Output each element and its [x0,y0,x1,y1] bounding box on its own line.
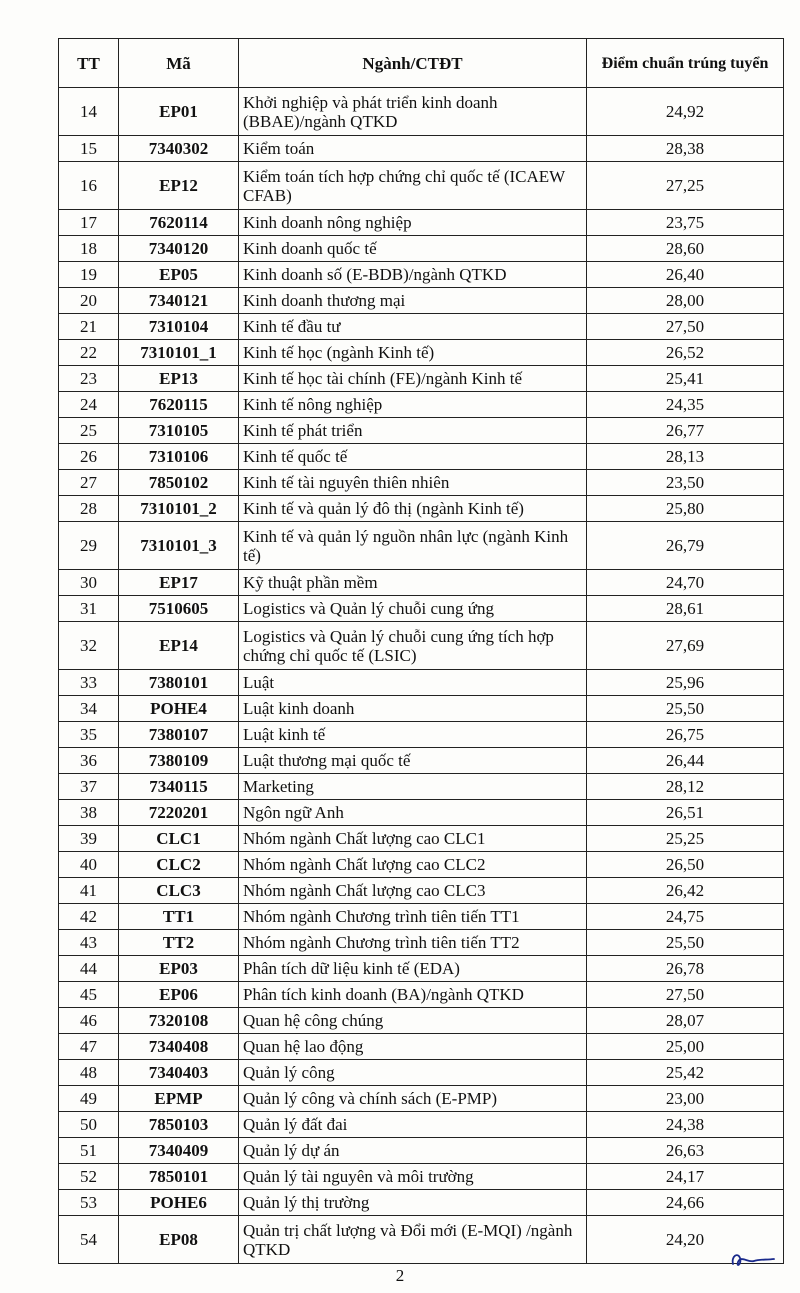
table-row [59,1190,784,1216]
table-row [59,696,784,722]
row-tt: 30 [59,570,119,596]
row-ma: EP12 [119,162,239,210]
row-diem: 27,50 [587,982,784,1008]
row-diem: 26,52 [587,340,784,366]
row-ma: 7850103 [119,1112,239,1138]
row-diem: 27,69 [587,622,784,670]
table-row [59,930,784,956]
row-diem: 26,77 [587,418,784,444]
row-nganh: Nhóm ngành Chương trình tiên tiến TT1 [239,904,587,930]
row-nganh: Marketing [239,774,587,800]
table-row [59,622,784,670]
row-tt: 39 [59,826,119,852]
header-nganh: Ngành/CTĐT [239,39,587,88]
row-tt: 36 [59,748,119,774]
row-tt: 25 [59,418,119,444]
row-tt: 38 [59,800,119,826]
signature-icon [728,1238,778,1272]
row-tt: 53 [59,1190,119,1216]
row-nganh: Kinh tế quốc tế [239,444,587,470]
row-nganh: Quản lý dự án [239,1138,587,1164]
row-tt: 50 [59,1112,119,1138]
row-ma: EP03 [119,956,239,982]
row-nganh: Quản lý công [239,1060,587,1086]
table-row [59,570,784,596]
row-ma: CLC1 [119,826,239,852]
row-nganh: Kinh doanh thương mại [239,288,587,314]
row-nganh: Quan hệ lao động [239,1034,587,1060]
row-diem: 24,17 [587,1164,784,1190]
row-tt: 26 [59,444,119,470]
row-nganh: Kinh tế và quản lý đô thị (ngành Kinh tế) [239,496,587,522]
row-ma: 7310106 [119,444,239,470]
row-nganh: Kinh tế và quản lý nguồn nhân lực (ngành Kinh tế) [239,522,587,570]
row-nganh: Luật kinh tế [239,722,587,748]
row-diem: 23,75 [587,210,784,236]
row-diem: 25,50 [587,696,784,722]
table-row [59,748,784,774]
table-body [59,88,784,1264]
row-ma: 7310101_1 [119,340,239,366]
row-diem: 28,00 [587,288,784,314]
row-ma: 7340408 [119,1034,239,1060]
table-row [59,904,784,930]
row-nganh: Quan hệ công chúng [239,1008,587,1034]
row-nganh: Nhóm ngành Chất lượng cao CLC3 [239,878,587,904]
row-tt: 31 [59,596,119,622]
row-tt: 52 [59,1164,119,1190]
row-nganh: Quản lý thị trường [239,1190,587,1216]
row-tt: 42 [59,904,119,930]
row-tt: 14 [59,88,119,136]
page-number: 2 [395,1266,405,1285]
row-diem: 28,07 [587,1008,784,1034]
row-ma: 7340120 [119,236,239,262]
row-nganh: Nhóm ngành Chất lượng cao CLC2 [239,852,587,878]
row-nganh: Kinh tế học (ngành Kinh tế) [239,340,587,366]
row-ma: 7340115 [119,774,239,800]
row-tt: 44 [59,956,119,982]
table-row [59,1034,784,1060]
row-tt: 45 [59,982,119,1008]
row-tt: 43 [59,930,119,956]
row-nganh: Kinh doanh quốc tế [239,236,587,262]
row-diem: 24,66 [587,1190,784,1216]
row-tt: 33 [59,670,119,696]
row-ma: EP01 [119,88,239,136]
table-row [59,340,784,366]
row-nganh: Phân tích dữ liệu kinh tế (EDA) [239,956,587,982]
row-diem: 25,00 [587,1034,784,1060]
row-diem: 26,78 [587,956,784,982]
row-tt: 46 [59,1008,119,1034]
row-tt: 27 [59,470,119,496]
row-ma: EP05 [119,262,239,288]
row-diem: 28,61 [587,596,784,622]
table-row [59,522,784,570]
table-row [59,210,784,236]
row-ma: 7620115 [119,392,239,418]
row-diem: 24,75 [587,904,784,930]
row-tt: 34 [59,696,119,722]
row-ma: CLC2 [119,852,239,878]
table-row [59,1164,784,1190]
row-ma: EP17 [119,570,239,596]
header-tt: TT [59,39,119,88]
row-ma: POHE4 [119,696,239,722]
row-diem: 25,96 [587,670,784,696]
row-tt: 24 [59,392,119,418]
row-diem: 26,75 [587,722,784,748]
row-nganh: Phân tích kinh doanh (BA)/ngành QTKD [239,982,587,1008]
row-diem: 26,63 [587,1138,784,1164]
row-ma: 7850101 [119,1164,239,1190]
table-row [59,852,784,878]
row-nganh: Quản trị chất lượng và Đổi mới (E-MQI) /ngành QTKD [239,1216,587,1264]
row-diem: 28,60 [587,236,784,262]
row-tt: 16 [59,162,119,210]
table-row [59,288,784,314]
row-ma: EP13 [119,366,239,392]
row-diem: 28,12 [587,774,784,800]
row-diem: 27,50 [587,314,784,340]
row-nganh: Kinh tế đầu tư [239,314,587,340]
row-nganh: Quản lý tài nguyên và môi trường [239,1164,587,1190]
table-row [59,800,784,826]
table-row [59,496,784,522]
row-tt: 29 [59,522,119,570]
row-nganh: Quản lý đất đai [239,1112,587,1138]
row-ma: 7340121 [119,288,239,314]
row-nganh: Nhóm ngành Chương trình tiên tiến TT2 [239,930,587,956]
table-row [59,392,784,418]
row-tt: 28 [59,496,119,522]
row-nganh: Kiểm toán [239,136,587,162]
row-ma: EP08 [119,1216,239,1264]
table-row [59,162,784,210]
row-tt: 49 [59,1086,119,1112]
row-ma: 7310104 [119,314,239,340]
row-tt: 20 [59,288,119,314]
row-nganh: Logistics và Quản lý chuỗi cung ứng [239,596,587,622]
row-diem: 26,40 [587,262,784,288]
row-ma: 7340409 [119,1138,239,1164]
row-tt: 35 [59,722,119,748]
row-ma: 7310101_2 [119,496,239,522]
row-ma: CLC3 [119,878,239,904]
row-tt: 23 [59,366,119,392]
row-ma: POHE6 [119,1190,239,1216]
table-header-row [59,39,784,88]
table-row [59,236,784,262]
row-tt: 17 [59,210,119,236]
row-tt: 15 [59,136,119,162]
row-ma: 7310101_3 [119,522,239,570]
row-nganh: Luật [239,670,587,696]
table-row [59,418,784,444]
table-row [59,596,784,622]
row-diem: 23,50 [587,470,784,496]
row-nganh: Khởi nghiệp và phát triển kinh doanh (BBAE)/ngành QTKD [239,88,587,136]
row-diem: 27,25 [587,162,784,210]
row-nganh: Ngôn ngữ Anh [239,800,587,826]
row-nganh: Kinh tế phát triển [239,418,587,444]
row-ma: 7380101 [119,670,239,696]
row-nganh: Kinh tế học tài chính (FE)/ngành Kinh tế [239,366,587,392]
row-ma: EPMP [119,1086,239,1112]
row-tt: 22 [59,340,119,366]
row-diem: 25,41 [587,366,784,392]
row-diem: 23,00 [587,1086,784,1112]
table-row [59,1112,784,1138]
row-ma: TT2 [119,930,239,956]
row-nganh: Nhóm ngành Chất lượng cao CLC1 [239,826,587,852]
row-tt: 32 [59,622,119,670]
table-row [59,1216,784,1264]
table-row [59,314,784,340]
row-tt: 41 [59,878,119,904]
row-diem: 26,42 [587,878,784,904]
row-nganh: Kinh doanh số (E-BDB)/ngành QTKD [239,262,587,288]
row-diem: 25,50 [587,930,784,956]
row-tt: 40 [59,852,119,878]
row-nganh: Luật kinh doanh [239,696,587,722]
row-ma: 7620114 [119,210,239,236]
row-tt: 18 [59,236,119,262]
row-diem: 25,25 [587,826,784,852]
header-ma: Mã [119,39,239,88]
row-diem: 28,38 [587,136,784,162]
row-nganh: Kiểm toán tích hợp chứng chỉ quốc tế (ICAEW CFAB) [239,162,587,210]
row-diem: 28,13 [587,444,784,470]
row-nganh: Kỹ thuật phần mềm [239,570,587,596]
row-diem: 24,20 [587,1216,784,1264]
row-ma: 7510605 [119,596,239,622]
table-row [59,826,784,852]
row-tt: 37 [59,774,119,800]
row-ma: 7340403 [119,1060,239,1086]
admission-scores-table [58,38,784,1264]
table-row [59,722,784,748]
row-diem: 25,42 [587,1060,784,1086]
table-row [59,1086,784,1112]
row-tt: 51 [59,1138,119,1164]
row-ma: 7320108 [119,1008,239,1034]
row-tt: 54 [59,1216,119,1264]
table-row [59,88,784,136]
row-nganh: Quản lý công và chính sách (E-PMP) [239,1086,587,1112]
row-nganh: Kinh tế nông nghiệp [239,392,587,418]
row-diem: 26,79 [587,522,784,570]
table-row [59,1008,784,1034]
row-ma: TT1 [119,904,239,930]
row-diem: 24,70 [587,570,784,596]
row-tt: 47 [59,1034,119,1060]
row-nganh: Luật thương mại quốc tế [239,748,587,774]
row-diem: 25,80 [587,496,784,522]
row-diem: 26,44 [587,748,784,774]
row-tt: 19 [59,262,119,288]
table-row [59,470,784,496]
row-ma: 7380107 [119,722,239,748]
table-row [59,774,784,800]
table-row [59,878,784,904]
header-diem-chuan: Điểm chuẩn trúng tuyển [587,39,784,88]
row-diem: 24,38 [587,1112,784,1138]
row-ma: 7220201 [119,800,239,826]
table-row [59,1138,784,1164]
row-ma: EP14 [119,622,239,670]
table-row [59,136,784,162]
row-ma: 7850102 [119,470,239,496]
row-diem: 26,50 [587,852,784,878]
table-row [59,670,784,696]
row-ma: 7380109 [119,748,239,774]
table-row [59,262,784,288]
row-tt: 48 [59,1060,119,1086]
row-diem: 24,92 [587,88,784,136]
row-tt: 21 [59,314,119,340]
table-row [59,956,784,982]
table-row [59,444,784,470]
row-ma: 7340302 [119,136,239,162]
row-diem: 26,51 [587,800,784,826]
row-diem: 24,35 [587,392,784,418]
row-nganh: Logistics và Quản lý chuỗi cung ứng tích hợp chứng chỉ quốc tế (LSIC) [239,622,587,670]
row-nganh: Kinh tế tài nguyên thiên nhiên [239,470,587,496]
row-nganh: Kinh doanh nông nghiệp [239,210,587,236]
table-row [59,1060,784,1086]
table-row [59,366,784,392]
row-ma: EP06 [119,982,239,1008]
row-ma: 7310105 [119,418,239,444]
table-row [59,982,784,1008]
